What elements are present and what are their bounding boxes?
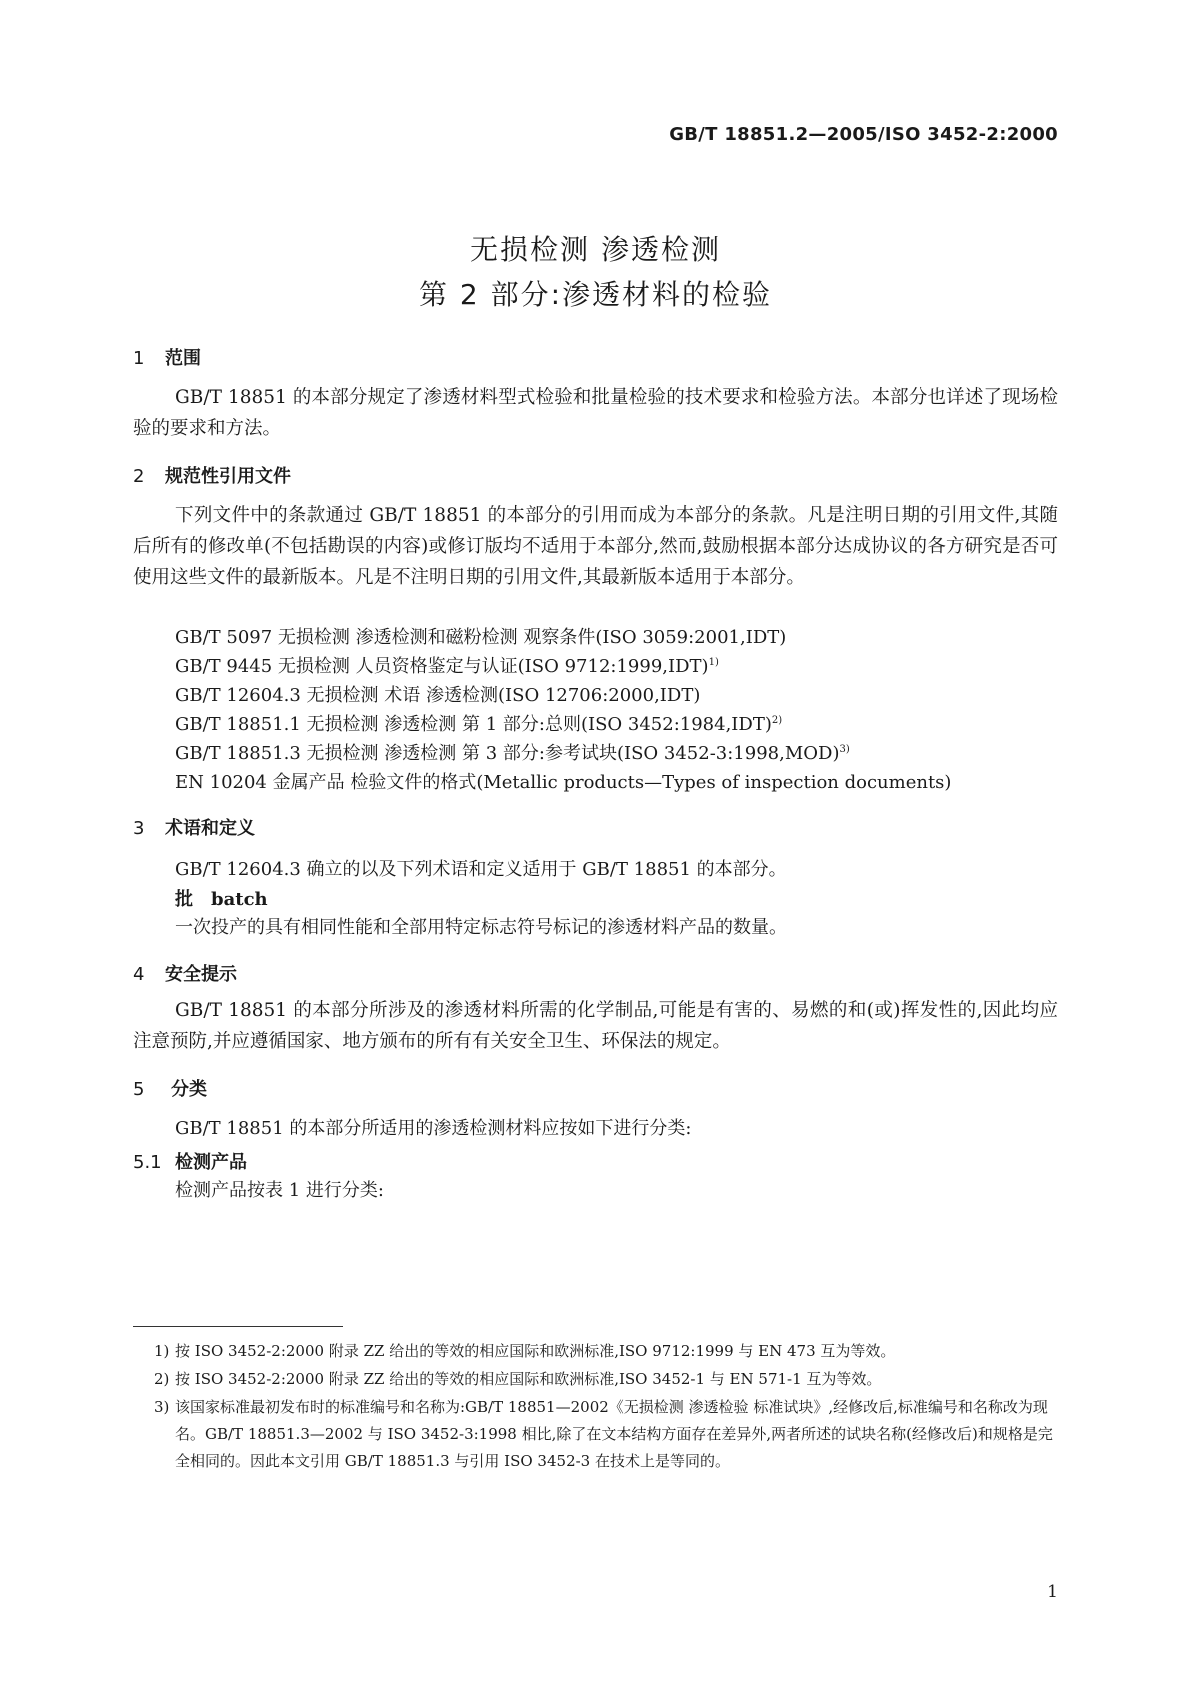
title-line-2: 第 2 部分:渗透材料的检验 [418, 278, 773, 311]
section-4-heading [133, 960, 237, 986]
footnote-text: 按 ISO 3452-2:2000 附录 ZZ 给出的等效的相应国际和欧洲标准,ISO 9712:1999 与 EN 473 互为等效。 [175, 1342, 896, 1360]
section-4-paragraph: GB/T 18851 的本部分所涉及的渗透材料所需的化学制品,可能是有害的、易燃的和(或)挥发性的,因此均应注意预防,并应遵循国家、地方颁布的所有有关安全卫生、环保法的规定。 [133, 1000, 1058, 1052]
footnote-divider [133, 1326, 343, 1327]
footnote-mark: 2) [154, 1370, 170, 1388]
section-5-1-paragraph: 检测产品按表 1 进行分类: [175, 1180, 384, 1201]
term-entry [175, 885, 268, 911]
term-definition: 一次投产的具有相同性能和全部用特定标志符号标记的渗透材料产品的数量。 [175, 917, 787, 938]
section-title: 分类 [171, 1079, 207, 1100]
term-english: batch [211, 889, 268, 910]
section-3-heading [133, 814, 255, 840]
section-2-heading [133, 462, 291, 488]
section-5-heading [133, 1075, 207, 1101]
section-5-paragraph: GB/T 18851 的本部分所适用的渗透检测材料应按如下进行分类: [175, 1118, 692, 1139]
section-number: 5 [133, 1079, 145, 1100]
section-1-paragraph: GB/T 18851 的本部分规定了渗透材料型式检验和批量检验的技术要求和检验方法。本部分也详述了现场检验的要求和方法。 [133, 387, 1058, 439]
section-title: 术语和定义 [165, 818, 255, 839]
reference-item: GB/T 18851.1 无损检测 渗透检测 第 1 部分:总则(ISO 3452:1984,IDT)$^{2)}$ [175, 714, 783, 735]
section-number: 2 [133, 466, 145, 487]
reference-item: GB/T 5097 无损检测 渗透检测和磁粉检测 观察条件(ISO 3059:2001,IDT) [175, 627, 787, 648]
footnote [154, 1394, 1060, 1475]
footnote [154, 1366, 1060, 1393]
reference-item: EN 10204 金属产品 检验文件的格式(Metallic products—Types of inspection documents) [175, 772, 952, 793]
title-line-1: 无损检测 渗透检测 [470, 233, 721, 266]
reference-item: GB/T 9445 无损检测 人员资格鉴定与认证(ISO 9712:1999,IDT)$^{1)}$ [175, 656, 719, 677]
term-chinese: 批 [175, 889, 193, 910]
footnote-text: 该国家标准最初发布时的标准编号和名称为:GB/T 18851—2002《无损检测 渗透检验 标准试块》,经修改后,标准编号和名称改为现名。GB/T 18851.3—2002 与 ISO 3452-3:1998 相比,除了在文本结构方面存在差异外,两者所述的试块名称(经修改后)和规格是完全相同的。因此本文引用 GB/T 18851.3 与引用 ISO 3452-3 在技术上是等同的。 [175, 1398, 1053, 1470]
section-number: 3 [133, 818, 145, 839]
section-title: 检测产品 [175, 1152, 247, 1173]
section-number: 4 [133, 964, 145, 985]
page-number: 1 [1047, 1582, 1058, 1602]
footnote-mark: 3) [154, 1398, 170, 1416]
reference-item: GB/T 12604.3 无损检测 术语 渗透检测(ISO 12706:2000,IDT) [175, 685, 701, 706]
section-title: 安全提示 [165, 964, 237, 985]
footnote [154, 1338, 1060, 1365]
footnote-mark: 1) [154, 1342, 170, 1360]
section-2-paragraph: 下列文件中的条款通过 GB/T 18851 的本部分的引用而成为本部分的条款。凡是注明日期的引用文件,其随后所有的修改单(不包括勘误的内容)或修订版均不适用于本部分,然而,鼓励根据本部分达成协议的各方研究是否可使用这些文件的最新版本。凡是不注明日期的引用文件,其最新版本适用于本部分。 [133, 505, 1058, 588]
reference-item: GB/T 18851.3 无损检测 渗透检测 第 3 部分:参考试块(ISO 3452-3:1998,MOD)$^{3)}$ [175, 743, 850, 764]
footnote-text: 按 ISO 3452-2:2000 附录 ZZ 给出的等效的相应国际和欧洲标准,ISO 3452-1 与 EN 571-1 互为等效。 [175, 1370, 882, 1388]
section-1-heading [133, 344, 201, 370]
standard-code: GB/T 18851.2—2005/ISO 3452-2:2000 [669, 124, 1058, 145]
section-number: 1 [133, 348, 145, 369]
section-5-1-heading [133, 1148, 247, 1174]
section-title: 范围 [165, 348, 201, 369]
section-3-intro: GB/T 12604.3 确立的以及下列术语和定义适用于 GB/T 18851 的本部分。 [175, 859, 787, 880]
section-title: 规范性引用文件 [165, 466, 291, 487]
section-number: 5.1 [133, 1152, 162, 1173]
